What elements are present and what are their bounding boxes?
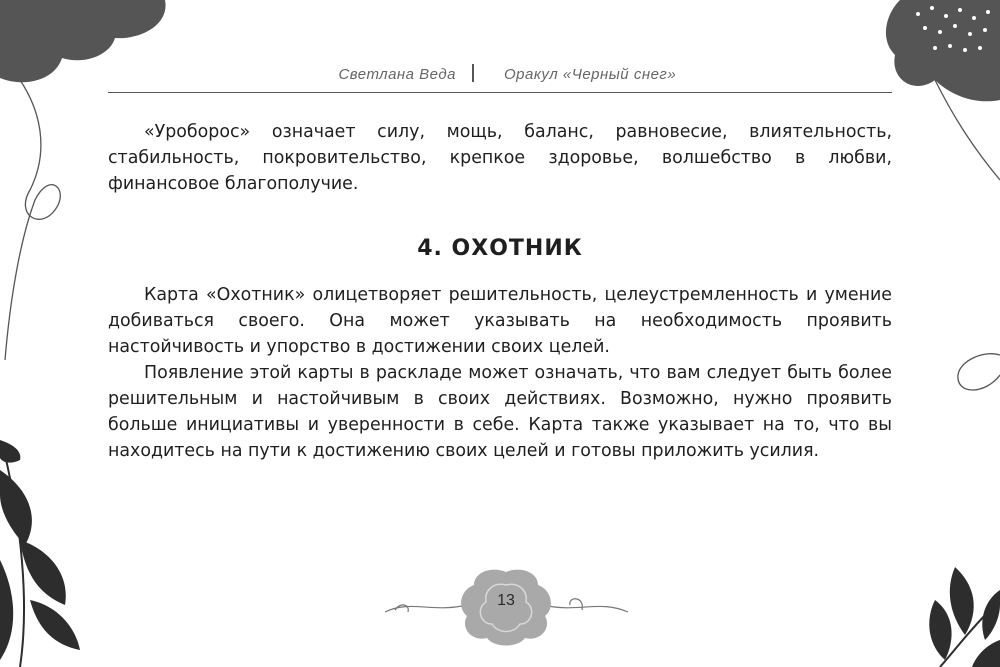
section-body <box>108 282 892 464</box>
running-header <box>108 62 892 93</box>
header-separator <box>472 64 474 82</box>
header-book-title: Оракул «Черный снег» <box>504 66 677 83</box>
intro-paragraph: «Уроборос» означает силу, мощь, баланс, равновесие, влиятельность, стабильность, покровительство, крепкое здоровье, волшебство в любви, финансовое благополучие. <box>108 122 892 194</box>
section-title: 4. ОХОТНИК <box>417 236 583 261</box>
intro-block <box>108 119 892 197</box>
section-paragraph-2: Появление этой карты в раскладе может означать, что вам следует быть более решительным и настойчивым в своих действиях. Возможно, нужно проявить больше инициативы и уверенности в себе. Карта также указывает на то, что вы находитесь на пути к достижению своих целей и готовы приложить усилия. <box>108 363 892 461</box>
section-paragraph-1: Карта «Охотник» олицетворяет решительность, целеустремленность и умение добиваться своего. Она может указывать на необходимость проявить настойчивость и упорство в достижении своих целей. <box>108 285 892 357</box>
bottom-left-leaves-icon <box>0 440 80 667</box>
top-right-flower-icon <box>886 0 1000 390</box>
header-author: Светлана Веда <box>338 66 456 83</box>
bottom-right-leaves-icon <box>929 567 1000 667</box>
page-number: 13 <box>497 592 515 609</box>
